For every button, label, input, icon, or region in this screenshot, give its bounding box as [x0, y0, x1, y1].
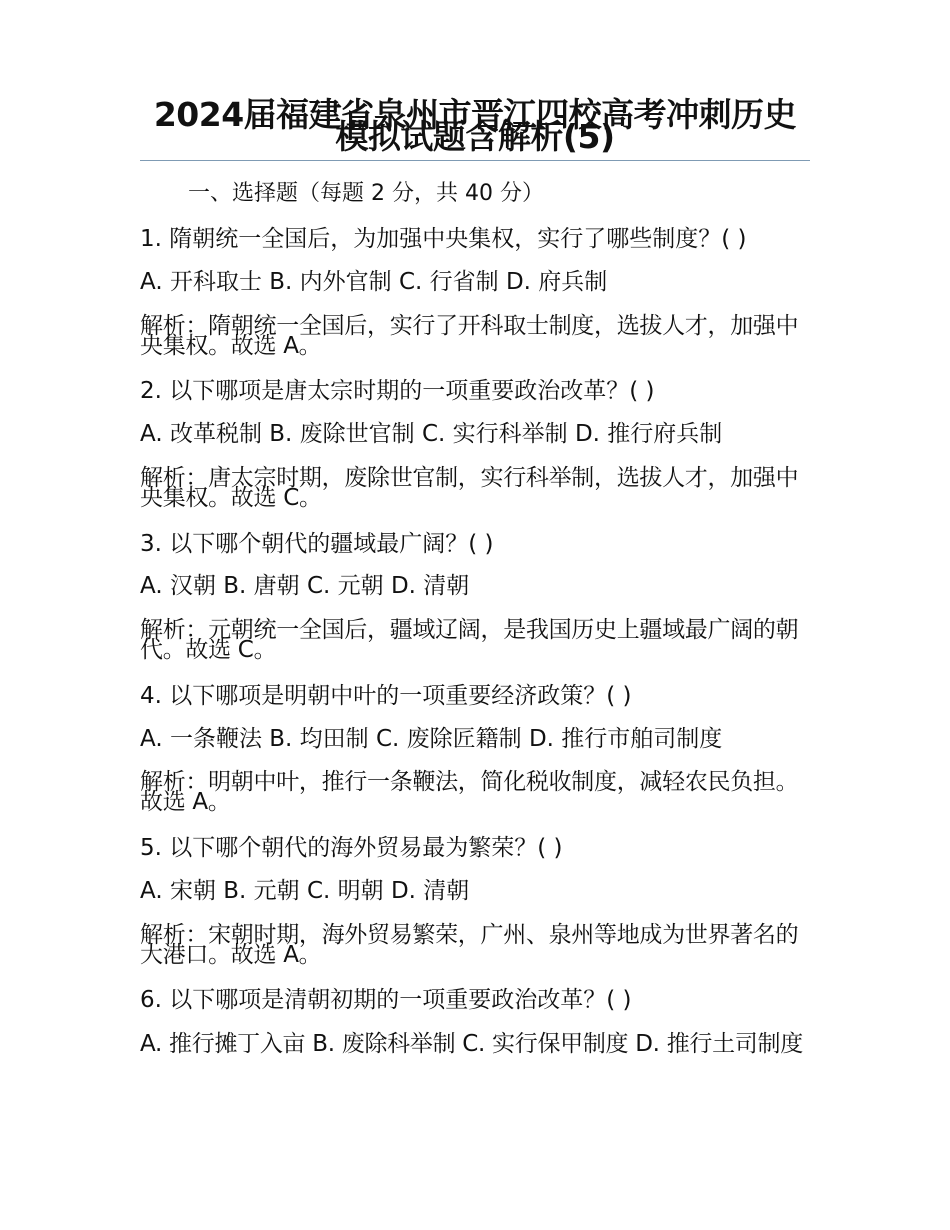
title-underline [140, 160, 810, 161]
question-5-analysis: 解析：宋朝时期，海外贸易繁荣，广州、泉州等地成为世界著名的大港口。故选 A。 [140, 922, 799, 968]
question-3-analysis: 解析：元朝统一全国后，疆域辽阔，是我国历史上疆域最广阔的朝代。故选 C。 [140, 617, 799, 663]
question-6-stem: 6. 以下哪项是清朝初期的一项重要政治改革？( ) [140, 987, 632, 1013]
question-3-stem: 3. 以下哪个朝代的疆域最广阔？( ) [140, 531, 494, 557]
question-3-options: A. 汉朝 B. 唐朝 C. 元朝 D. 清朝 [140, 573, 470, 599]
question-5-options: A. 宋朝 B. 元朝 C. 明朝 D. 清朝 [140, 878, 470, 904]
question-5-stem: 5. 以下哪个朝代的海外贸易最为繁荣？( ) [140, 835, 563, 861]
question-2-stem: 2. 以下哪项是唐太宗时期的一项重要政治改革？( ) [140, 378, 655, 404]
section-heading: 一、选择题（每题 2 分，共 40 分） [188, 181, 544, 206]
question-2-options: A. 改革税制 B. 废除世官制 C. 实行科举制 D. 推行府兵制 [140, 421, 723, 447]
question-6-options: A. 推行摊丁入亩 B. 废除科举制 C. 实行保甲制度 D. 推行土司制度 [140, 1031, 803, 1057]
question-4-analysis: 解析：明朝中叶，推行一条鞭法，简化税收制度，减轻农民负担。故选 A。 [140, 769, 799, 815]
document-title: 2024届福建省泉州市晋江四校高考冲刺历史模拟试题含解析(5) [153, 95, 797, 156]
question-1-analysis: 解析：隋朝统一全国后，实行了开科取士制度，选拔人才，加强中央集权。故选 A。 [140, 313, 799, 359]
question-4-options: A. 一条鞭法 B. 均田制 C. 废除匠籍制 D. 推行市舶司制度 [140, 726, 723, 752]
question-2-analysis: 解析：唐太宗时期，废除世官制，实行科举制，选拔人才，加强中央集权。故选 C。 [140, 465, 799, 511]
question-1-stem: 1. 隋朝统一全国后，为加强中央集权，实行了哪些制度？( ) [140, 226, 747, 252]
question-4-stem: 4. 以下哪项是明朝中叶的一项重要经济政策？( ) [140, 683, 632, 709]
question-1-options: A. 开科取士 B. 内外官制 C. 行省制 D. 府兵制 [140, 269, 608, 295]
